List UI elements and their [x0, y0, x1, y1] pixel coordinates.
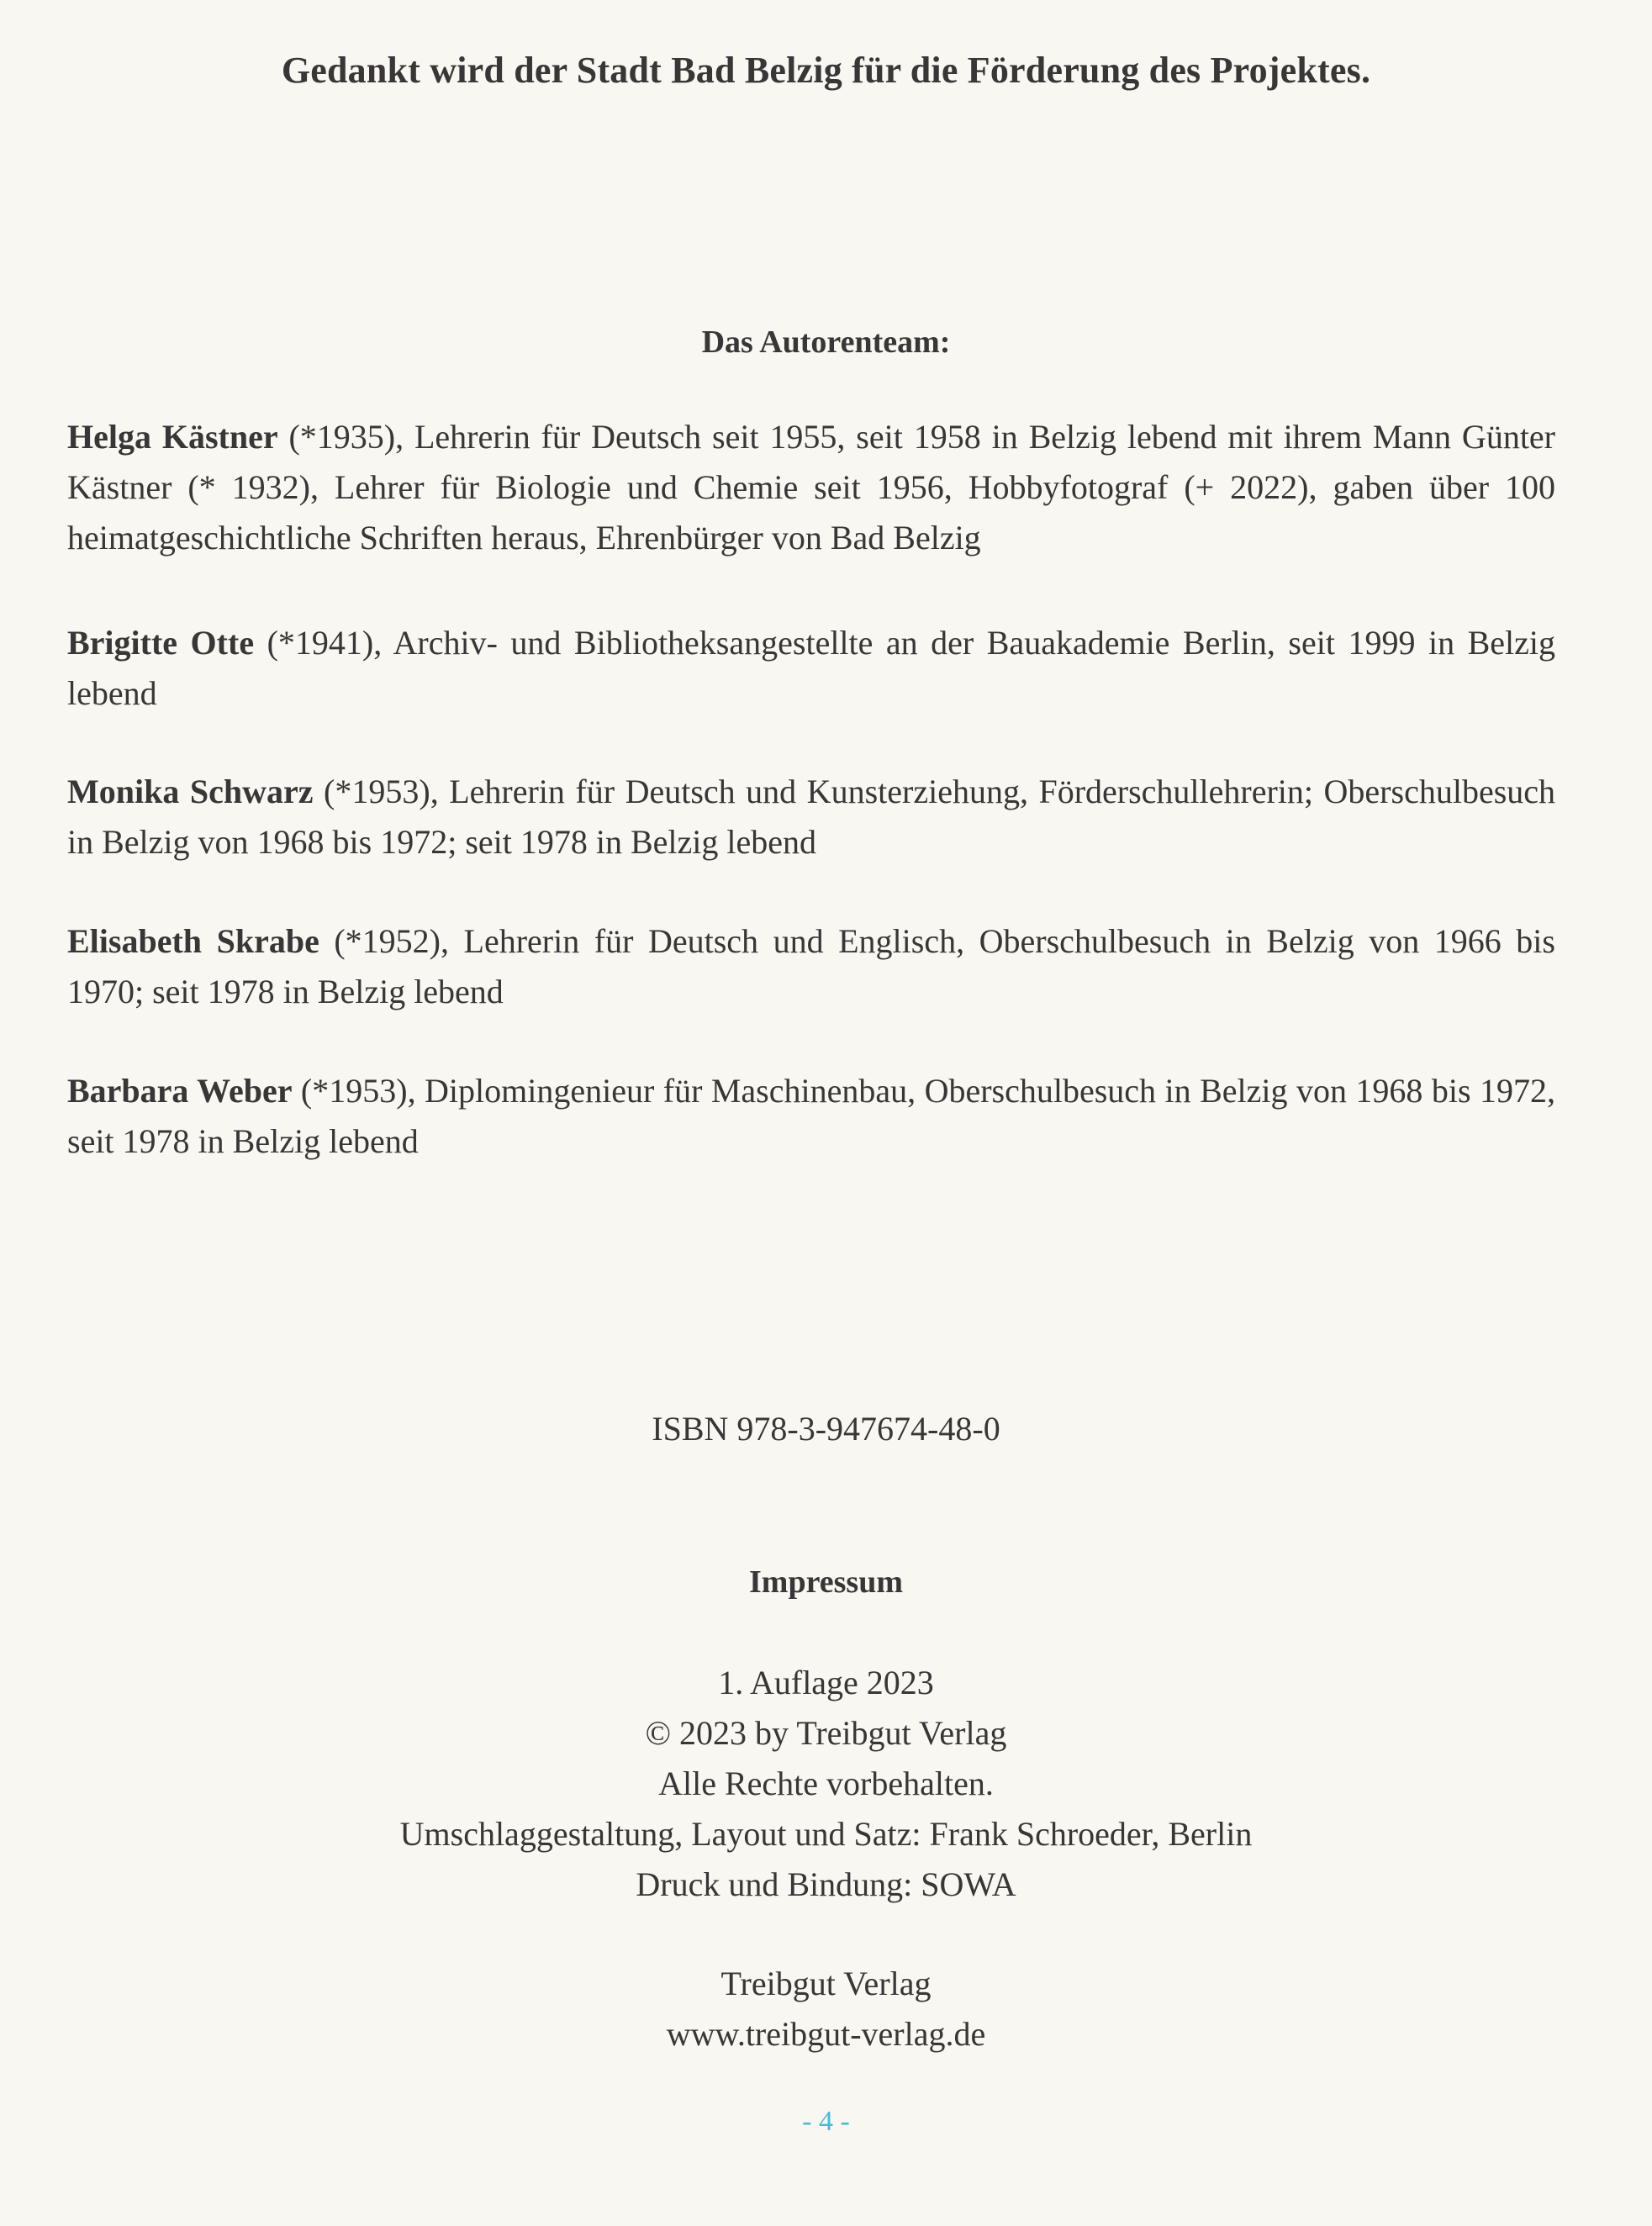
author-name: Brigitte Otte [67, 624, 255, 662]
author-details: (*1952), Lehrerin für Deutsch und Englisch, Oberschulbesuch in Belzig von 1966 bis 1970; seit 1978 in Belzig lebend [67, 922, 1555, 1010]
publisher-website: www.treibgut-verlag.de [666, 2015, 986, 2053]
author-bio-skrabe [67, 916, 1555, 1017]
rights-line: Alle Rechte vorbehalten. [658, 1764, 994, 1802]
publisher-name: Treibgut Verlag [720, 1965, 932, 2002]
author-bio-weber [67, 1066, 1555, 1167]
author-name: Elisabeth Skrabe [67, 922, 319, 960]
author-team-heading: Das Autorenteam: [701, 324, 951, 360]
design-credit-line: Umschlaggestaltung, Layout und Satz: Frank Schroeder, Berlin [399, 1815, 1253, 1853]
author-bio-kaestner [67, 412, 1555, 563]
author-bio-otte [67, 618, 1555, 719]
author-name: Helga Kästner [67, 418, 278, 456]
edition-line: 1. Auflage 2023 [718, 1664, 934, 1701]
impressum-heading: Impressum [749, 1564, 903, 1600]
author-details: (*1953), Lehrerin für Deutsch und Kunsterziehung, Förderschullehrerin; Oberschulbesuch in Belzig von 1968 bis 1972; seit 1978 in Belzig lebend [67, 773, 1556, 861]
author-name: Monika Schwarz [67, 773, 314, 810]
author-name: Barbara Weber [67, 1072, 293, 1110]
impressum-details [0, 1658, 1652, 1910]
author-bio-schwarz [67, 767, 1555, 868]
publisher-block [0, 1959, 1652, 2060]
page-number: - 4 - [802, 2106, 850, 2137]
acknowledgement-line: Gedankt wird der Stadt Bad Belzig für die Förderung des Projektes. [281, 50, 1371, 91]
author-details: (*1953), Diplomingenieur für Maschinenbau, Oberschulbesuch in Belzig von 1968 bis 1972, seit 1978 in Belzig lebend [67, 1072, 1555, 1160]
author-details: (*1935), Lehrerin für Deutsch seit 1955, seit 1958 in Belzig lebend mit ihrem Mann Günter Kästner (* 1932), Lehrer für Biologie und Chemie seit 1956, Hobbyfotograf (+ 2022), gaben über 100 heimatgeschichtliche Schriften heraus, Ehrenbürger von Bad Belzig [67, 418, 1556, 556]
isbn: ISBN 978-3-947674-48-0 [652, 1410, 1000, 1448]
print-credit-line: Druck und Bindung: SOWA [636, 1865, 1016, 1903]
copyright-line: © 2023 by Treibgut Verlag [645, 1714, 1007, 1752]
author-details: (*1941), Archiv- und Bibliotheksangestellte an der Bauakademie Berlin, seit 1999 in Belzig lebend [67, 624, 1556, 712]
